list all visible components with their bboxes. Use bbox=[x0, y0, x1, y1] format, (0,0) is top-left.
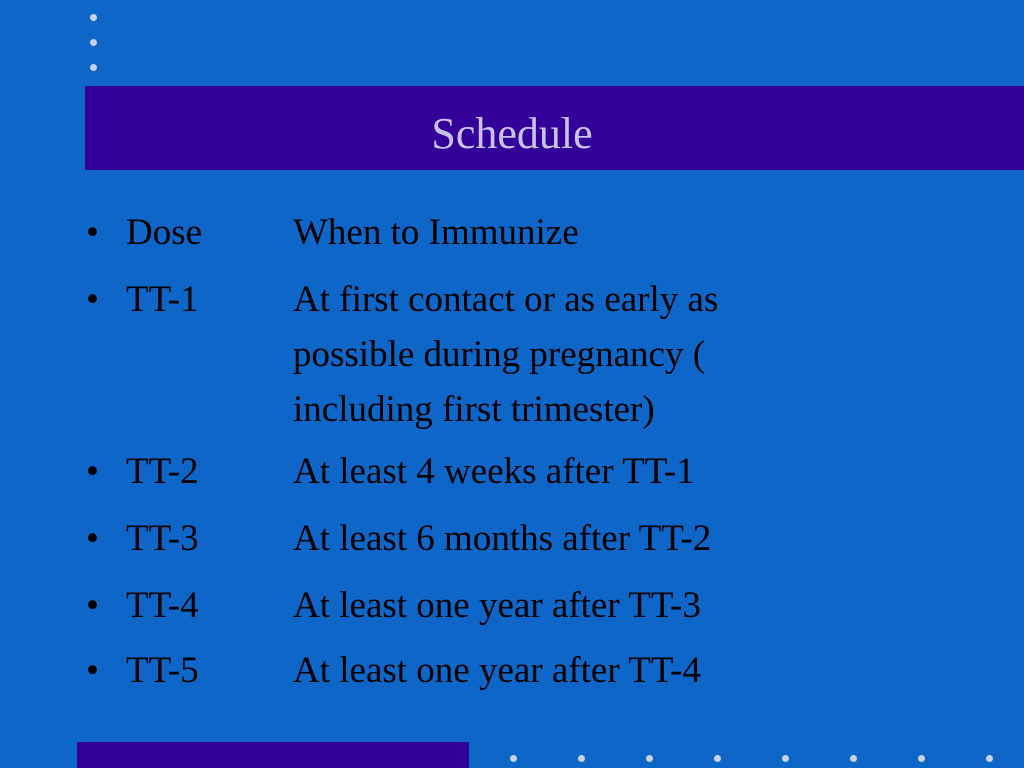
dose-label: TT-1 bbox=[126, 279, 199, 320]
decorative-dot bbox=[510, 755, 517, 762]
bullet-icon: • bbox=[86, 650, 99, 691]
dose-label: TT-5 bbox=[126, 650, 199, 691]
bullet-icon: • bbox=[86, 518, 99, 559]
decorative-dot bbox=[714, 755, 721, 762]
title-bar bbox=[85, 86, 1024, 170]
when-line: At least one year after TT-3 bbox=[293, 585, 701, 626]
when-text bbox=[293, 272, 893, 437]
when-text bbox=[293, 578, 893, 633]
decorative-dot bbox=[90, 64, 97, 71]
bullet-icon: • bbox=[86, 279, 99, 320]
bullet-icon: • bbox=[86, 585, 99, 626]
when-text bbox=[293, 643, 893, 698]
decorative-dot bbox=[918, 755, 925, 762]
when-line: At least 4 weeks after TT-1 bbox=[293, 451, 695, 492]
decorative-dot bbox=[782, 755, 789, 762]
when-text bbox=[293, 444, 893, 499]
decorative-dot bbox=[90, 39, 97, 46]
when-header bbox=[293, 205, 893, 260]
slide-title: Schedule bbox=[431, 109, 593, 158]
when-line: At least one year after TT-4 bbox=[293, 650, 701, 691]
when-text bbox=[293, 511, 893, 566]
when-header-line: When to Immunize bbox=[293, 212, 579, 253]
bottom-accent-bar bbox=[77, 742, 469, 768]
decorative-dot bbox=[646, 755, 653, 762]
decorative-dot bbox=[850, 755, 857, 762]
decorative-dot bbox=[578, 755, 585, 762]
when-line: At first contact or as early as bbox=[293, 279, 719, 320]
dose-label: TT-3 bbox=[126, 518, 199, 559]
decorative-dot bbox=[90, 14, 97, 21]
bullet-icon: • bbox=[86, 451, 99, 492]
dose-label: TT-2 bbox=[126, 451, 199, 492]
when-line: At least 6 months after TT-2 bbox=[293, 518, 712, 559]
when-line: possible during pregnancy ( bbox=[293, 334, 706, 375]
dose-label: TT-4 bbox=[126, 585, 199, 626]
dose-header: Dose bbox=[126, 212, 203, 253]
decorative-dot bbox=[986, 755, 993, 762]
bullet-icon: • bbox=[86, 212, 99, 253]
when-line: including first trimester) bbox=[293, 389, 655, 430]
